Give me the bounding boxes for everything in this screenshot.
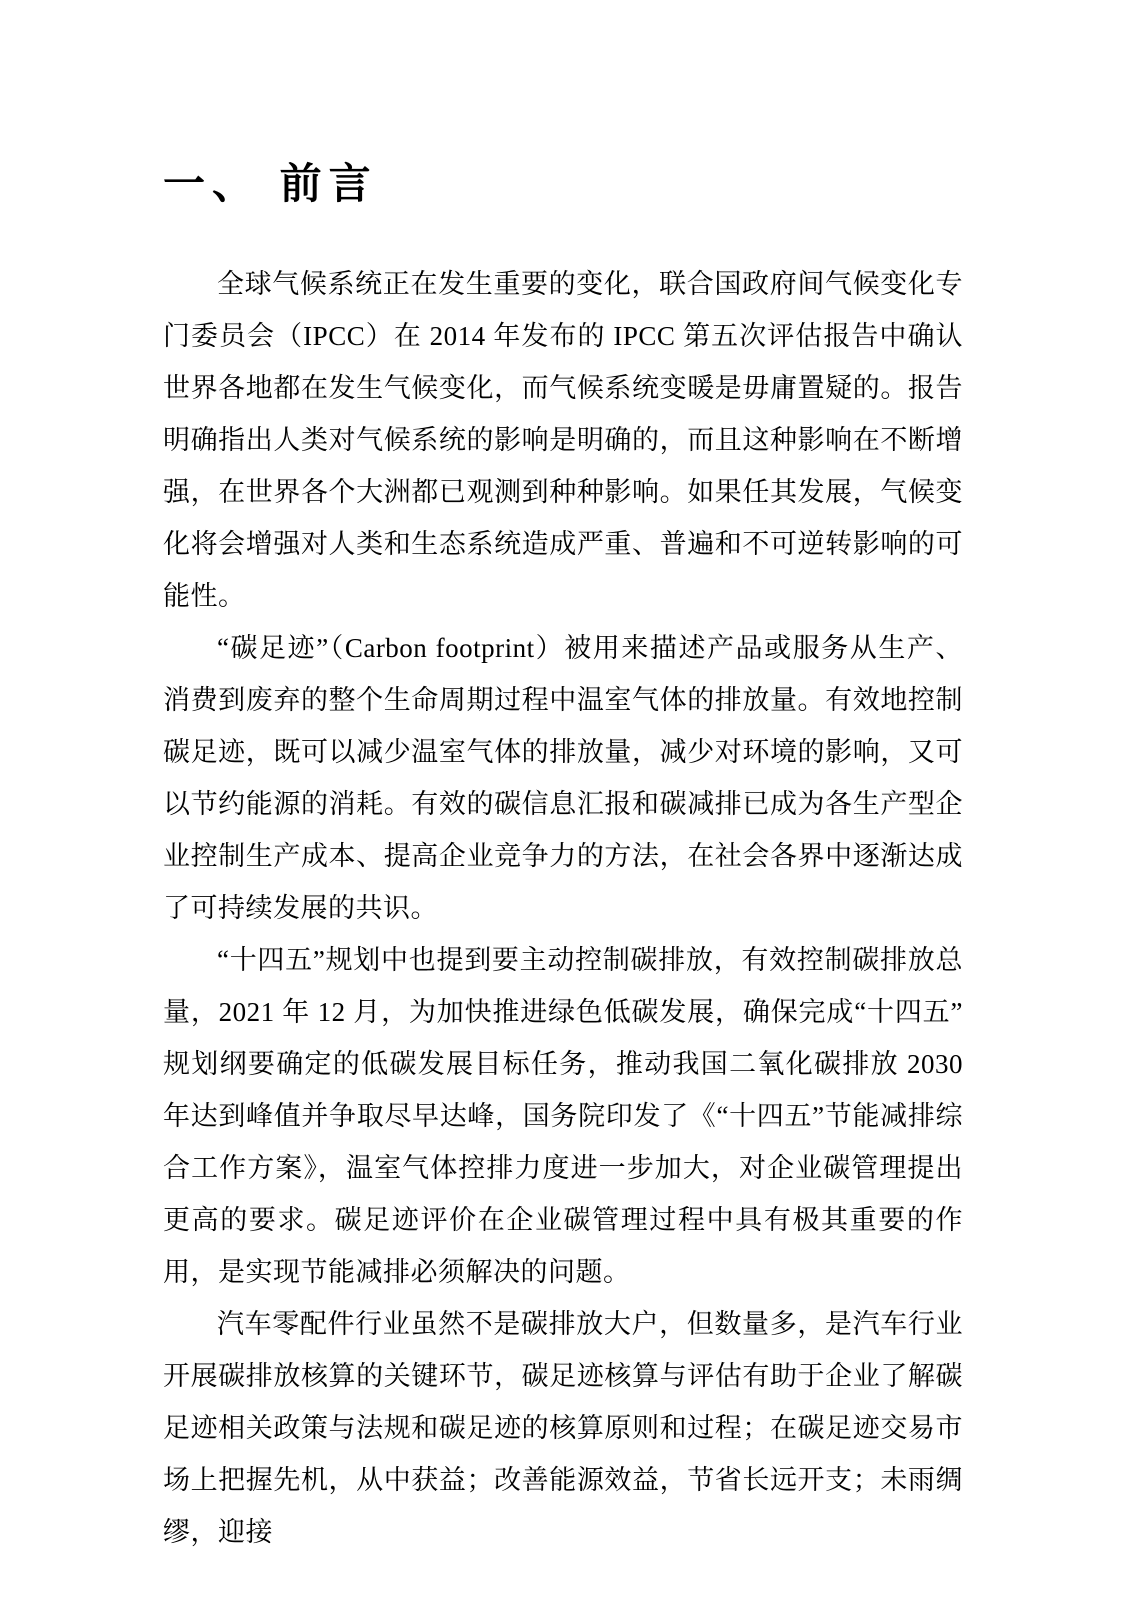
paragraph-auto-parts-industry: 汽车零配件行业虽然不是碳排放大户，但数量多，是汽车行业开展碳排放核算的关键环节，碳足迹核算与评估有助于企业了解碳足迹相关政策与法规和碳足迹的核算原则和过程；在碳足迹交易市场上把握先机，从中获益；改善能源效益，节省长远开支；未雨绸缪，迎接 — [163, 1309, 963, 1547]
body-text-block — [163, 258, 963, 1558]
section-heading: 一、 前言 — [163, 160, 378, 207]
paragraph-climate-change: 全球气候系统正在发生重要的变化，联合国政府间气候变化专门委员会（IPCC）在 2014 年发布的 IPCC 第五次评估报告中确认世界各地都在发生气候变化，而气候系统变暖是毋庸置疑的。报告明确指出人类对气候系统的影响是明确的，而且这种影响在不断增强，在世界各个大洲都已观测到种种影响。如果任其发展，气候变化将会增强对人类和生态系统造成严重、普遍和不可逆转影响的可能性。 — [163, 269, 963, 611]
paragraph-carbon-footprint: “碳足迹”（Carbon footprint）被用来描述产品或服务从生产、消费到废弃的整个生命周期过程中温室气体的排放量。有效地控制碳足迹，既可以减少温室气体的排放量，减少对环境的影响，又可以节约能源的消耗。有效的碳信息汇报和碳减排已成为各生产型企业控制生产成本、提高企业竞争力的方法，在社会各界中逐渐达成了可持续发展的共识。 — [163, 633, 963, 923]
paragraph-five-year-plan: “十四五”规划中也提到要主动控制碳排放，有效控制碳排放总量，2021 年 12 月，为加快推进绿色低碳发展，确保完成“十四五”规划纲要确定的低碳发展目标任务，推动我国二氧化碳排放 2030 年达到峰值并争取尽早达峰，国务院印发了《“十四五”节能减排综合工作方案》，温室气体控排力度进一步加大，对企业碳管理提出更高的要求。碳足迹评价在企业碳管理过程中具有极其重要的作用，是实现节能减排必须解决的问题。 — [163, 945, 963, 1287]
